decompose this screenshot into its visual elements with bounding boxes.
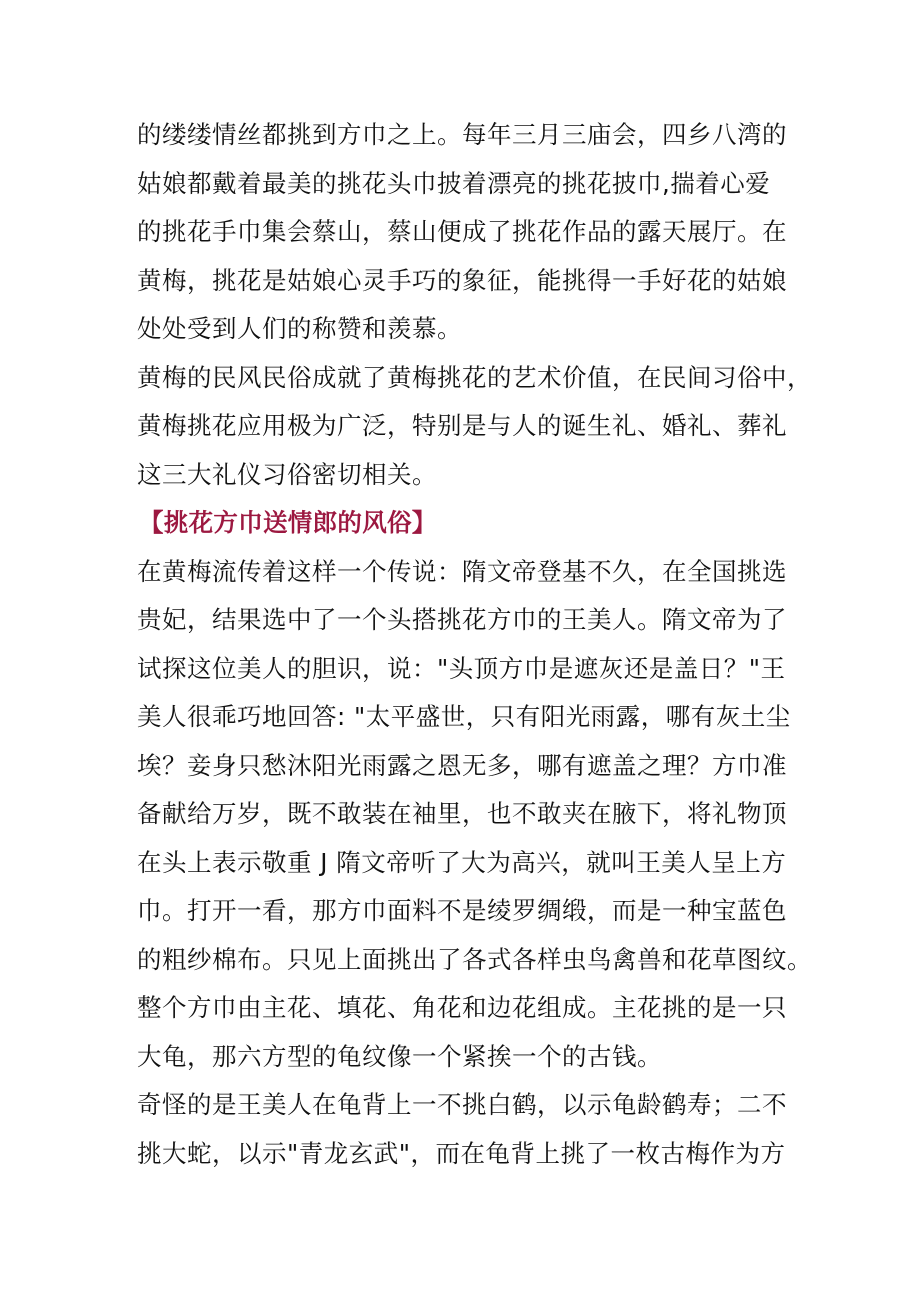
text-line: 姑娘都戴着最美的挑花头巾披着漂亮的挑花披巾,揣着心爱 <box>137 168 771 198</box>
text-line: 备献给万岁，既不敢装在袖里，也不敢夹在腋下，将礼物顶 <box>137 799 787 828</box>
document-body <box>137 111 812 1178</box>
text-line: 埃？妾身只愁沐阳光雨露之恩无多，哪有遮盖之理？方巾准 <box>137 750 787 780</box>
text-line: 挑大蛇，以示"青龙玄武"，而在龟背上挑了一枚古梅作为方 <box>137 1138 786 1168</box>
text-line: 这三大礼仪习俗密切相关。 <box>137 459 437 489</box>
section-heading: 【挑花方巾送情郎的风俗】 <box>139 508 437 537</box>
text-line: 大龟，那六方型的龟纹像一个紧挨一个的古钱。 <box>137 1041 662 1071</box>
text-line: 黄梅挑花应用极为广泛，特别是与人的诞生礼、婚礼、葬礼 <box>137 411 787 440</box>
text-line: 在黄梅流传着这样一个传说：隋文帝登基不久，在全国挑选 <box>137 556 787 586</box>
text-line: 处处受到人们的称赞和羡慕。 <box>137 314 462 343</box>
text-line: 的挑花手巾集会蔡山，蔡山便成了挑花作品的露天展厅。在 <box>137 217 787 246</box>
text-line: 贵妃，结果选中了一个头搭挑花方巾的王美人。隋文帝为了 <box>137 605 787 634</box>
text-line: 黄梅，挑花是姑娘心灵手巧的象征，能挑得一手好花的姑娘 <box>137 265 787 295</box>
text-line: 黄梅的民风民俗成就了黄梅挑花的艺术价值，在民间习俗中， <box>137 362 812 392</box>
text-line: 的粗纱棉布。只见上面挑出了各式各样虫鸟禽兽和花草图纹。 <box>137 944 812 974</box>
text-line: 奇怪的是王美人在龟背上一不挑白鹤，以示龟龄鹤寿；二不 <box>137 1090 787 1119</box>
text-line: 试探这位美人的胆识，说："头顶方巾是遮灰还是盖日？"王 <box>137 653 786 683</box>
text-line: 的缕缕情丝都挑到方巾之上。每年三月三庙会，四乡八湾的 <box>137 120 787 149</box>
text-line: 美人很乖巧地回答: "太平盛世，只有阳光雨露，哪有灰土尘 <box>137 702 791 731</box>
text-line: 巾。打开一看，那方巾面料不是绫罗绸缎，而是一种宝蓝色 <box>137 896 787 925</box>
text-line: 在头上表示敬重 J 隋文帝听了大为高兴，就叫王美人呈上方 <box>137 847 787 877</box>
text-line: 整个方巾由主花、填花、角花和边花组成。主花挑的是一只 <box>137 993 787 1022</box>
